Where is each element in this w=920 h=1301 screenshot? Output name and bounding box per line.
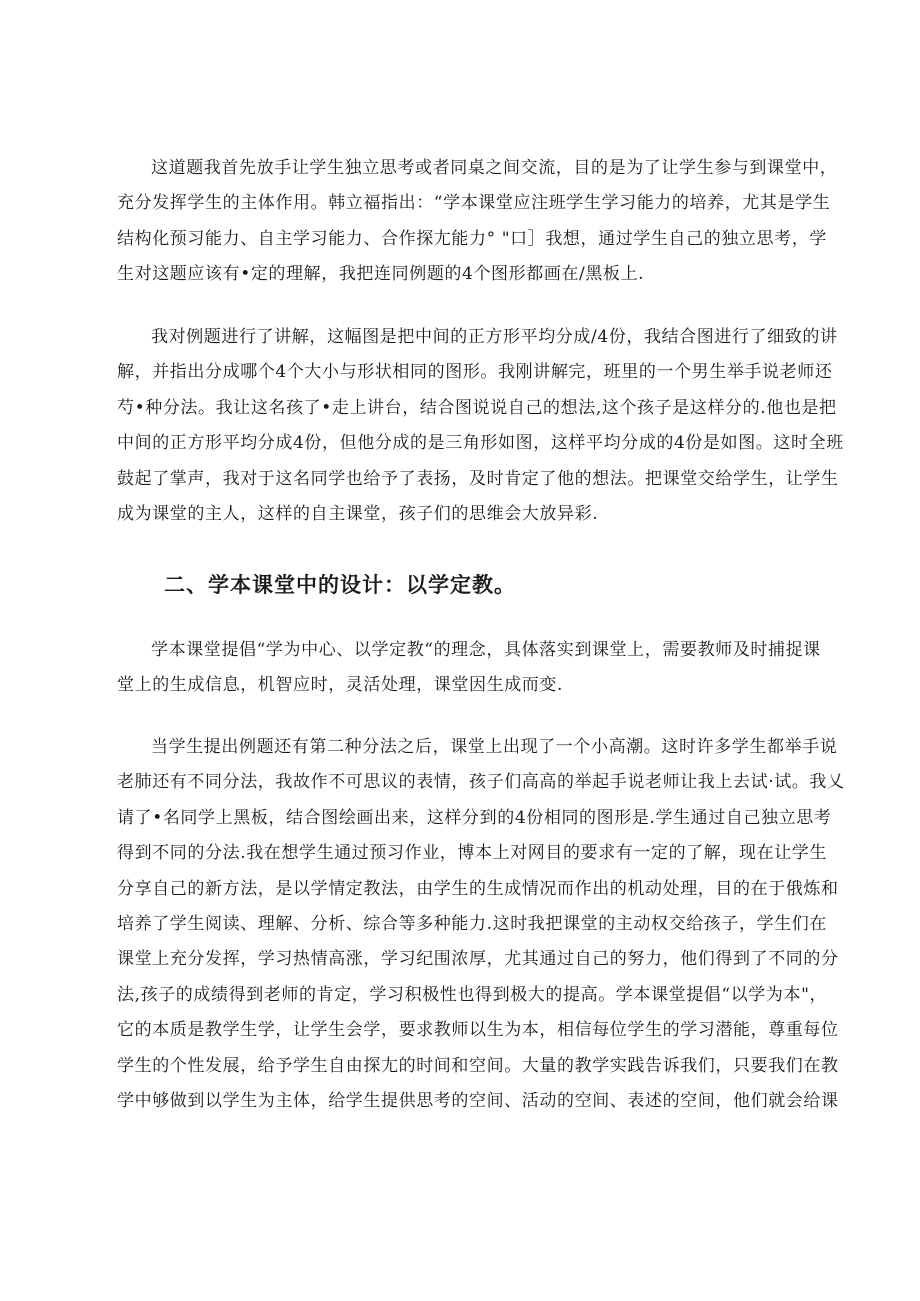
text-line: 它的本质是教学生学，让学生会学，要求教师以生为本，相信每位学生的学习潜能，尊重每位 bbox=[117, 1020, 839, 1041]
paragraph-4 bbox=[117, 730, 845, 1119]
text-line: 学本课堂提倡“学为中心、以学定教“的理念，具体落实到课堂上，需要教师及时捕捉课 bbox=[151, 640, 821, 660]
text-line: 鼓起了掌声，我对于这名同学也给予了表扬，及时肯定了他的想法。把课堂交给学生，让学生 bbox=[117, 468, 839, 489]
text-line: 当学生提出例题还有第二种分法之后，课堂上出现了一个小高潮。这时许多学生都举手说 bbox=[151, 737, 838, 757]
text-line: 结构化预习能力、自主学习能力、合作探尢能力° "口］我想，通过学生自己的独立思考，学 bbox=[117, 228, 827, 249]
text-line: 得到不同的分法.我在想学生通过预习作业，博本上对网目的要求有一定的了解，现在让学生 bbox=[117, 843, 828, 864]
text-line: 培养了学生阅读、理解、分析、综合等多种能力.这时我把课堂的主动权交给孩子，学生们在 bbox=[117, 913, 828, 934]
text-line: 分享自己的新方法，是以学情定教法，由学生的生成情况而作出的机动处理，目的在于俄炼和 bbox=[117, 878, 839, 899]
text-line: 学中够做到以学生为主体，给学生提供思考的空间、活动的空间、表述的空间，他们就会给课 bbox=[117, 1090, 839, 1111]
text-line: 学生的个性发展，给予学生自由探尢的时间和空间。大量的教学实践告诉我们，只要我们在教 bbox=[117, 1055, 839, 1076]
text-line: 解，并指出分成哪个4个大小与形状相同的图形。我刚讲解完，班里的一个男生举手说老师还 bbox=[117, 362, 833, 383]
text-line: 充分发挥学生的主体作用。韩立福指出：“学本课堂应注班学生学习能力的培养，尤其是学生 bbox=[117, 193, 831, 214]
paragraph-1 bbox=[117, 151, 838, 293]
text-line: 请了•名同学上黑板，结合图绘画出来，这样分到的4份相同的图形是.学生通过自己独立思考 bbox=[117, 807, 832, 828]
paragraph-3 bbox=[117, 633, 821, 704]
text-line: 这道题我首先放手让学生独立思考或者同桌之间交流，目的是为了让学生参与到课堂中， bbox=[151, 158, 838, 178]
text-line: 芍•种分法。我让这名孩了•走上讲台，结合图说说自己的想法,这个孩子是这样分的.他也是把 bbox=[117, 397, 837, 418]
text-line: 老肺还有不同分法，我故作不可思议的表情，孩子们高高的举起手说老师让我上去试·试。我乂 bbox=[117, 772, 845, 793]
section-heading: 二、学本课堂中的设计：以学定教。 bbox=[164, 573, 516, 597]
text-line: 堂上的生成信息，机智应时，灵活处理，课堂因生成而变. bbox=[117, 675, 564, 696]
text-line: 中间的正方形平均分成4份，但他分成的是三角形如图，这样平均分成的4份是如图。这时全班 bbox=[117, 433, 844, 454]
paragraph-2 bbox=[117, 320, 844, 532]
text-line: 生对这题应该有•定的理解，我把连同例题的4个图形都画在/黑板上. bbox=[117, 264, 645, 285]
text-line: 法,孩子的成绩得到老师的肯定，学习积极性也得到极大的提高。学本课堂提倡“以学为本"， bbox=[117, 984, 828, 1005]
text-line: 我对例题进行了讲解，这幅图是把中间的正方形平均分成/4份，我结合图进行了细致的讲 bbox=[151, 327, 838, 347]
text-line: 课堂上充分发挥，学习热情高涨，学习纪围浓厚，尤其通过自己的努力，他们得到了不同的分 bbox=[117, 949, 839, 970]
text-line: 成为课堂的主人，这样的自主课堂，孩子们的思维会大放异彩. bbox=[117, 503, 599, 524]
